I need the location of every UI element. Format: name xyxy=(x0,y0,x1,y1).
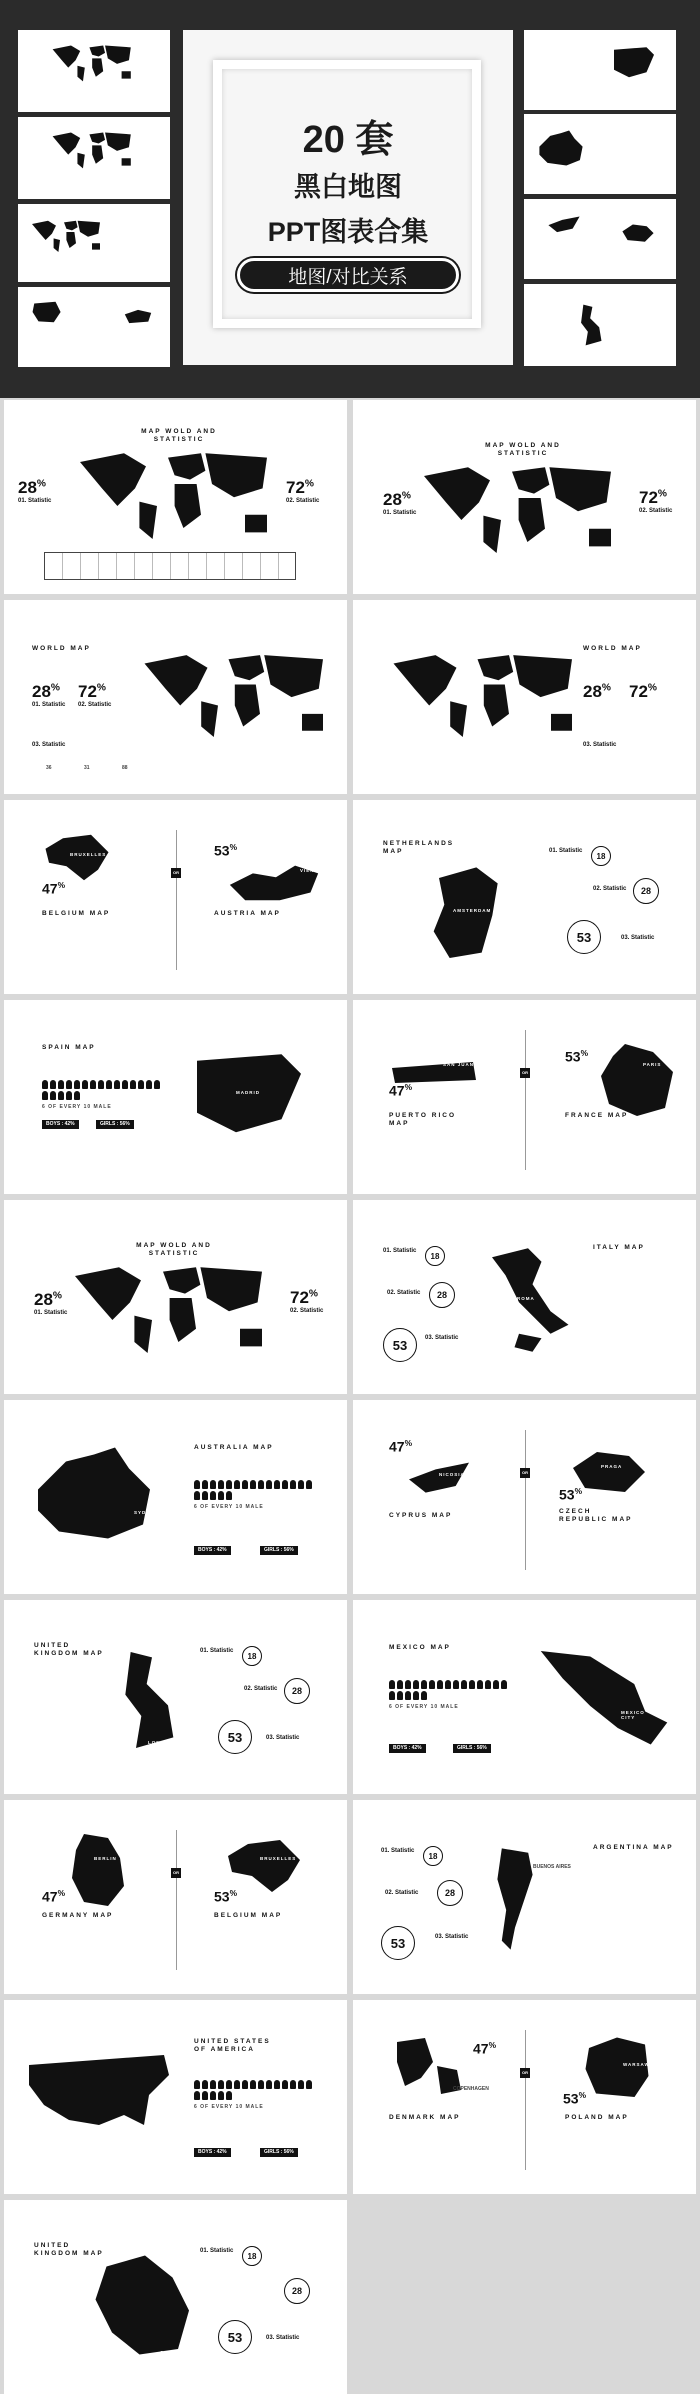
stat-31: 31 xyxy=(84,765,90,771)
slide-netherlands[interactable] xyxy=(353,800,696,994)
slide-title: BELGIUM MAP xyxy=(214,1912,283,1919)
stat-circle-53: 53 xyxy=(383,1328,417,1362)
world-map-icon xyxy=(134,630,344,760)
stat2-label: 02. Statistic xyxy=(385,1890,419,1896)
denmark-map-icon xyxy=(389,2034,469,2114)
stat-circle-18: 18 xyxy=(242,2246,262,2266)
divider xyxy=(176,830,177,970)
stat-47-percent: 47% xyxy=(42,880,66,897)
divider xyxy=(525,1030,526,1170)
world-map-icon xyxy=(383,630,593,760)
city-label: ROMA xyxy=(517,1296,535,1301)
stat2-label: 02. Statistic xyxy=(244,1686,278,1692)
stat2-label: 02. Statistic xyxy=(639,508,673,514)
slide-title: WORLD MAP xyxy=(32,645,91,652)
girls-tag: GIRLS : 56% xyxy=(453,1744,491,1753)
or-badge: OR xyxy=(171,1868,181,1878)
stat1-label: 01. Statistic xyxy=(381,1848,415,1854)
city-label: NICOSIA xyxy=(439,1472,465,1477)
stat1-label: 01. Statistic xyxy=(549,848,583,854)
stat-circle-28: 28 xyxy=(429,1282,455,1308)
slide-world-map-1[interactable] xyxy=(4,600,347,794)
stat1-label: 01. Statistic xyxy=(200,1648,234,1654)
city-label: PRAGA xyxy=(601,1464,623,1469)
country-map-icon xyxy=(118,307,158,329)
world-map-icon xyxy=(64,440,294,550)
stat-circle-53: 53 xyxy=(218,2320,252,2354)
people-chart xyxy=(194,1480,314,1500)
cover-title-main: 黑白地图 xyxy=(294,172,402,202)
stat-28-percent: 28% xyxy=(583,682,611,701)
stat-circle-18: 18 xyxy=(425,1246,445,1266)
austria-map-icon xyxy=(224,858,324,906)
city-label: SAN JUAN xyxy=(443,1062,475,1067)
divider xyxy=(525,1430,526,1570)
belgium-map-icon xyxy=(224,1836,304,1896)
poland-map-icon xyxy=(577,2034,657,2104)
slide-germany-belgium[interactable] xyxy=(4,1800,347,1994)
stat3-label: 03. Statistic xyxy=(32,742,66,748)
stat1-label: 01. Statistic xyxy=(200,2248,234,2254)
stat-28-percent: 28% xyxy=(32,682,60,701)
stat-47-percent: 47% xyxy=(473,2040,497,2057)
slide-title: MAP WOLD AND STATISTIC xyxy=(136,1242,212,1257)
thumb-world-1[interactable] xyxy=(18,30,170,112)
girls-tag: GIRLS : 56% xyxy=(96,1120,134,1129)
city-label: COPENHAGEN xyxy=(453,2086,489,2092)
world-map-icon xyxy=(408,454,638,564)
stat-72-percent: 72% xyxy=(290,1288,318,1307)
or-badge: OR xyxy=(171,868,181,878)
stat3-label: 03. Statistic xyxy=(583,742,617,748)
slide-title: UNITED KINGDOM MAP xyxy=(34,2242,104,2257)
stat-circle-18: 18 xyxy=(591,846,611,866)
stat1-label: 01. Statistic xyxy=(34,1310,68,1316)
slide-uk-canada[interactable] xyxy=(4,2200,347,2394)
slide-map-wold-2[interactable] xyxy=(353,400,696,594)
city-label: SYDNEY xyxy=(134,1510,159,1515)
slide-title: UNITED KINGDOM MAP xyxy=(34,1642,104,1657)
boys-tag: BOYS : 42% xyxy=(194,1546,231,1555)
australia-map-icon xyxy=(534,126,588,170)
city-label: BUENOS AIRES xyxy=(533,1864,571,1870)
slide-title: DENMARK MAP xyxy=(389,2114,461,2121)
belgium-map-icon xyxy=(42,830,112,885)
world-map-icon xyxy=(48,127,140,173)
world-map-icon xyxy=(59,1254,289,1364)
people-caption: 6 OF EVERY 10 MALE xyxy=(42,1104,112,1110)
stat-53-percent: 53% xyxy=(559,1486,583,1503)
thumb-world-2[interactable] xyxy=(18,117,170,199)
slide-title: MAP WOLD AND STATISTIC xyxy=(485,442,561,457)
girls-tag: GIRLS : 56% xyxy=(260,2148,298,2157)
stat-circle-53: 53 xyxy=(218,1720,252,1754)
stat-47-percent: 47% xyxy=(389,1438,413,1455)
stat-72-percent: 72% xyxy=(639,488,667,507)
people-chart xyxy=(42,1080,162,1100)
stat-53-percent: 53% xyxy=(214,1888,238,1905)
city-label: OTTAWA xyxy=(160,2350,185,2355)
thumb-uk[interactable] xyxy=(524,284,676,366)
world-map-icon xyxy=(28,216,108,256)
stat-circle-53: 53 xyxy=(567,920,601,954)
city-label: WARSAW xyxy=(623,2062,650,2067)
slide-title: MEXICO MAP xyxy=(389,1644,451,1651)
cover-card xyxy=(183,30,513,365)
slide-title: CYPRUS MAP xyxy=(389,1512,453,1519)
stat-36: 36 xyxy=(46,765,52,771)
slide-map-wold-1[interactable] xyxy=(4,400,347,594)
slide-cyprus-czech[interactable] xyxy=(353,1400,696,1594)
stat-72-percent: 72% xyxy=(78,682,106,701)
slide-australia[interactable] xyxy=(4,1400,347,1594)
preview-header xyxy=(0,0,700,398)
france-map-icon xyxy=(597,1040,677,1120)
stat-53-percent: 53% xyxy=(214,842,238,859)
slide-title: ITALY MAP xyxy=(593,1244,645,1251)
slide-usa[interactable] xyxy=(4,2000,347,2194)
stat-72-percent: 72% xyxy=(286,478,314,497)
slide-map-wold-3[interactable] xyxy=(4,1200,347,1394)
boys-tag: BOYS : 42% xyxy=(389,1744,426,1753)
slide-italy[interactable] xyxy=(353,1200,696,1394)
cover-title-count: 20 套 xyxy=(302,119,394,161)
boys-tag: BOYS : 42% xyxy=(194,2148,231,2157)
slide-title: BELGIUM MAP xyxy=(42,910,111,917)
argentina-map-icon xyxy=(493,1834,537,1964)
people-caption: 6 OF EVERY 10 MALE xyxy=(389,1704,459,1710)
stat2-label: 02. Statistic xyxy=(286,498,320,504)
stat-circle-18: 18 xyxy=(242,1646,262,1666)
uk-map-icon xyxy=(572,302,606,348)
slide-title: FRANCE MAP xyxy=(565,1112,629,1119)
stat-circle-28: 28 xyxy=(284,1678,310,1704)
stat1-label: 01. Statistic xyxy=(32,702,66,708)
city-label: PARIS xyxy=(643,1062,662,1067)
stat2-label: 02. Statistic xyxy=(593,886,627,892)
people-chart xyxy=(194,2080,314,2100)
australia-map-icon xyxy=(24,1434,164,1552)
boys-tag: BOYS : 42% xyxy=(42,1120,79,1129)
or-badge: OR xyxy=(520,2068,530,2078)
stat1-label: 01. Statistic xyxy=(18,498,52,504)
stat-88: 88 xyxy=(122,765,128,771)
stat2-label: 02. Statistic xyxy=(290,1308,324,1314)
stat3-label: 03. Statistic xyxy=(425,1335,459,1341)
city-label: BRUXELLES xyxy=(70,852,107,857)
stat-28-percent: 28% xyxy=(383,490,411,509)
cover-title-sub: PPT图表合集 xyxy=(267,217,429,247)
slide-world-map-2[interactable] xyxy=(353,600,696,794)
stat-47-percent: 47% xyxy=(42,1888,66,1905)
thumb-cyprus-czech[interactable] xyxy=(524,199,676,279)
slide-title: UNITED STATES OF AMERICA xyxy=(194,2038,271,2053)
usa-map-icon xyxy=(24,2050,174,2140)
cyprus-map-icon xyxy=(389,1456,489,1506)
divider xyxy=(176,1830,177,1970)
stat-circle-28: 28 xyxy=(284,2278,310,2304)
stat-28-percent: 28% xyxy=(18,478,46,497)
girls-tag: GIRLS : 56% xyxy=(260,1546,298,1555)
slide-belgium-austria[interactable] xyxy=(4,800,347,994)
city-label: VIENNA xyxy=(300,868,324,873)
stat1-label: 01. Statistic xyxy=(383,510,417,516)
city-label: MEXICO CITY xyxy=(621,1710,645,1720)
cover-category-pill: 地图/对比关系 xyxy=(237,258,459,292)
slide-title: GERMANY MAP xyxy=(42,1912,114,1919)
people-chart xyxy=(389,1680,509,1700)
thumb-spain[interactable] xyxy=(524,30,676,110)
stat-53-percent: 53% xyxy=(565,1048,589,1065)
slide-mexico[interactable] xyxy=(353,1600,696,1794)
stat-circle-18: 18 xyxy=(423,1846,443,1866)
thumb-australia[interactable] xyxy=(524,114,676,194)
slide-title: AUSTRALIA MAP xyxy=(194,1444,274,1451)
thumb-world-3[interactable] xyxy=(18,204,170,282)
stat-circle-53: 53 xyxy=(381,1926,415,1960)
slide-argentina[interactable] xyxy=(353,1800,696,1994)
or-badge: OR xyxy=(520,1468,530,1478)
stat-circle-28: 28 xyxy=(437,1880,463,1906)
spain-map-icon xyxy=(609,42,659,80)
stat-72-percent: 72% xyxy=(629,682,657,701)
slide-title: CZECH REPUBLIC MAP xyxy=(559,1508,633,1523)
world-map-icon xyxy=(48,40,140,86)
stat3-label: 03. Statistic xyxy=(266,1735,300,1741)
stat3-label: 03. Statistic xyxy=(621,935,655,941)
data-table xyxy=(44,552,296,580)
slide-spain[interactable] xyxy=(4,1000,347,1194)
city-label: LONDON xyxy=(148,1740,174,1745)
city-label: AMSTERDAM xyxy=(453,908,492,913)
country-map-icon xyxy=(616,221,660,247)
mexico-map-icon xyxy=(529,1640,679,1750)
slide-uk[interactable] xyxy=(4,1600,347,1794)
slide-puertorico-france[interactable] xyxy=(353,1000,696,1194)
stat1-label: 01. Statistic xyxy=(383,1248,417,1254)
slide-title: ARGENTINA MAP xyxy=(593,1844,674,1851)
slide-title: SPAIN MAP xyxy=(42,1044,96,1051)
germany-map-icon xyxy=(68,1830,128,1910)
people-caption: 6 OF EVERY 10 MALE xyxy=(194,1504,264,1510)
city-label: MADRID xyxy=(236,1090,260,1095)
stat2-label: 02. Statistic xyxy=(78,702,112,708)
country-map-icon xyxy=(544,213,584,239)
country-map-icon xyxy=(30,299,64,325)
stat-28-percent: 28% xyxy=(34,1290,62,1309)
slide-denmark-poland[interactable] xyxy=(353,2000,696,2194)
stat3-label: 03. Statistic xyxy=(266,2335,300,2341)
stat2-label: 02. Statistic xyxy=(387,1290,421,1296)
slide-title: WORLD MAP xyxy=(583,645,642,652)
or-badge: OR xyxy=(520,1068,530,1078)
slide-title: AUSTRIA MAP xyxy=(214,910,281,917)
city-label: BERLIN xyxy=(94,1856,117,1861)
slide-title: POLAND MAP xyxy=(565,2114,629,2121)
slide-title: PUERTO RICO MAP xyxy=(389,1112,457,1127)
stat-53-percent: 53% xyxy=(563,2090,587,2107)
stat-circle-28: 28 xyxy=(633,878,659,904)
stat-47-percent: 47% xyxy=(389,1082,413,1099)
city-label: BRUXELLES xyxy=(260,1856,297,1861)
slide-title: NETHERLANDS MAP xyxy=(383,840,455,855)
stat3-label: 03. Statistic xyxy=(435,1934,469,1940)
thumb-countries[interactable] xyxy=(18,287,170,367)
divider xyxy=(525,2030,526,2170)
slide-title: MAP WOLD AND STATISTIC xyxy=(141,428,217,443)
people-caption: 6 OF EVERY 10 MALE xyxy=(194,2104,264,2110)
